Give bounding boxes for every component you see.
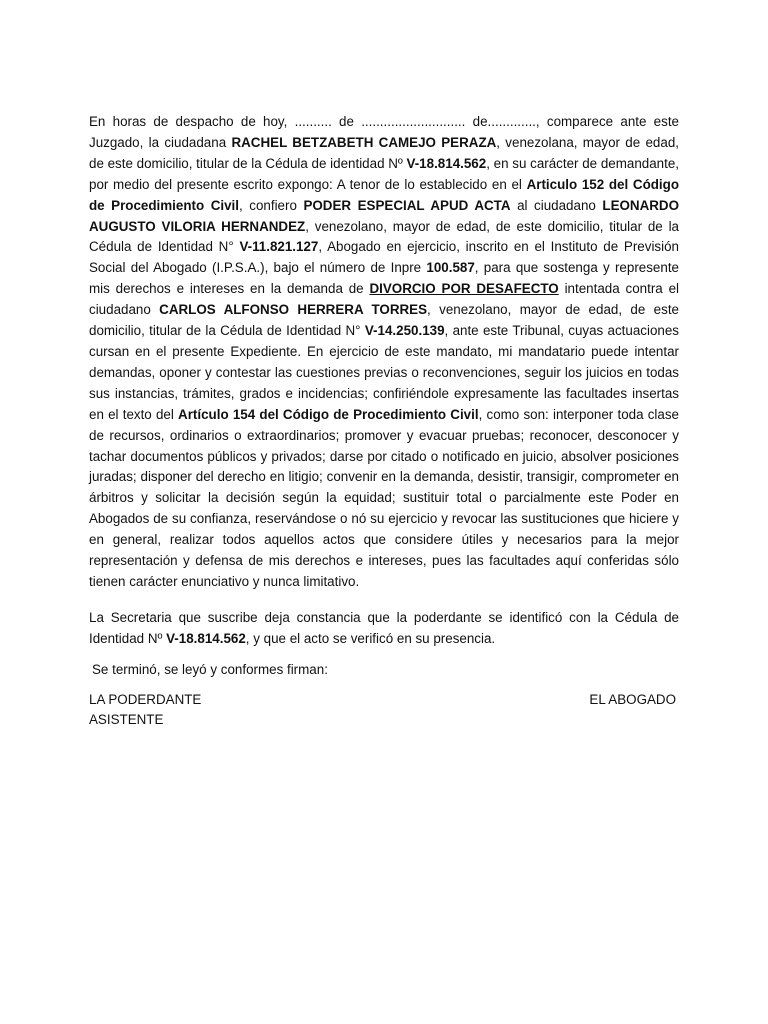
document.para1-run: , venezolano, mayor de edad, de este domicilio, titular de la Cédula de Identidad N°	[89, 218, 679, 255]
document.para1-run: LEONARDO AUGUSTO VILORIA HERNANDEZ	[89, 197, 680, 234]
document.para1-run: , para que sostenga y represente mis derechos e intereses en la demanda de	[89, 260, 679, 297]
document.para1-run: , ante este Tribunal, cuyas actuaciones cursan en el presente Expediente. En ejercicio de este mandato, mi mandatario puede intentar demandas, oponer y contestar las cuestiones previas o reconvenciones, seguir los juicios en todas sus instancias, trámites, grados e incidencias; confiriéndole expresamente las facultades insertas en el texto del	[89, 323, 680, 422]
document.para1-run: V-11.821.127	[239, 239, 319, 255]
document.para1-run: Artículo 154 del Código de Procedimiento Civil	[178, 406, 479, 422]
document.para1-run: , en su carácter de demandante, por medio del presente escrito expongo: A tenor de lo establecido en el	[89, 155, 680, 192]
document.para2-run: La Secretaria que suscribe deja constancia que la poderdante se identificó con la Cédula de Identidad Nº	[89, 609, 679, 646]
document.para1-run: , confiero	[239, 197, 304, 213]
document.para1-run: RACHEL BETZABETH CAMEJO PERAZA	[231, 134, 497, 150]
document.para1-run: DIVORCIO POR DESAFECTO	[369, 281, 559, 297]
document.para1-run: intentada contra el ciudadano	[89, 281, 679, 318]
document.para1-run: Articulo 152 del Código de Procedimiento Civil	[89, 176, 680, 213]
document.para1-run: En horas de despacho de hoy, .......... de ............................ de............., comparece ante este Juzgado, la ciudadana	[89, 114, 679, 150]
document.para2-run: V-18.814.562	[166, 630, 246, 646]
document.para1-run: 100.587	[426, 260, 475, 276]
document.para2-run: , y que el acto se verificó en su presencia.	[245, 630, 496, 646]
document.para1-run: V-14.250.139	[364, 323, 445, 339]
closing-line: Se terminó, se leyó y conformes firman:	[92, 661, 328, 677]
document.para1-run: , venezolano, mayor de edad, de este domicilio, titular de la Cédula de Identidad N°	[89, 302, 679, 339]
signature-row	[89, 689, 679, 711]
body-paragraph-poder	[89, 112, 679, 593]
document.para1-run: , como son: interponer toda clase de recursos, ordinarios o extraordinarios; promover y evacuar pruebas; reconocer, desconocer y tachar documentos públicos y privados; darse por citado o notificado en juicio, absolver posiciones juradas; disponer del derecho en litigio; convenir en la demanda, desistir, transigir, comprometer en árbitros y solicitar la decisión según la equidad; sustituir total o parcialmente este Poder en Abogados de su confianza, reservándose o nó su ejercicio y revocar las sustituciones que hiciere y en general, realizar todos aquellos actos que considere útiles y necesarios para la mejor representación y defensa de mis derechos e intereses, pues las facultades aquí conferidas sólo tienen carácter enunciativo y nunca limitativo.	[89, 406, 679, 589]
document.para1-run: PODER ESPECIAL APUD ACTA	[303, 197, 511, 213]
signature-label-abogado: EL ABOGADO	[589, 691, 676, 707]
document.para1-run: , Abogado en ejercicio, inscrito en el Instituto de Previsión Social del Abogado (I.P.S.A.), bajo el número de Inpre	[89, 239, 679, 276]
signature-label-poderdante: LA PODERDANTE	[89, 691, 202, 707]
document.para1-run: , venezolana, mayor de edad, de este domicilio, titular de la Cédula de identidad Nº	[89, 134, 679, 171]
document.para1-run: CARLOS ALFONSO HERRERA TORRES	[159, 302, 428, 318]
body-paragraph-secretaria	[89, 608, 679, 650]
signature-label-asistente: ASISTENTE	[89, 711, 164, 727]
document.para1-run: al ciudadano	[510, 197, 603, 213]
document.para1-run: V-18.814.562	[406, 155, 487, 171]
